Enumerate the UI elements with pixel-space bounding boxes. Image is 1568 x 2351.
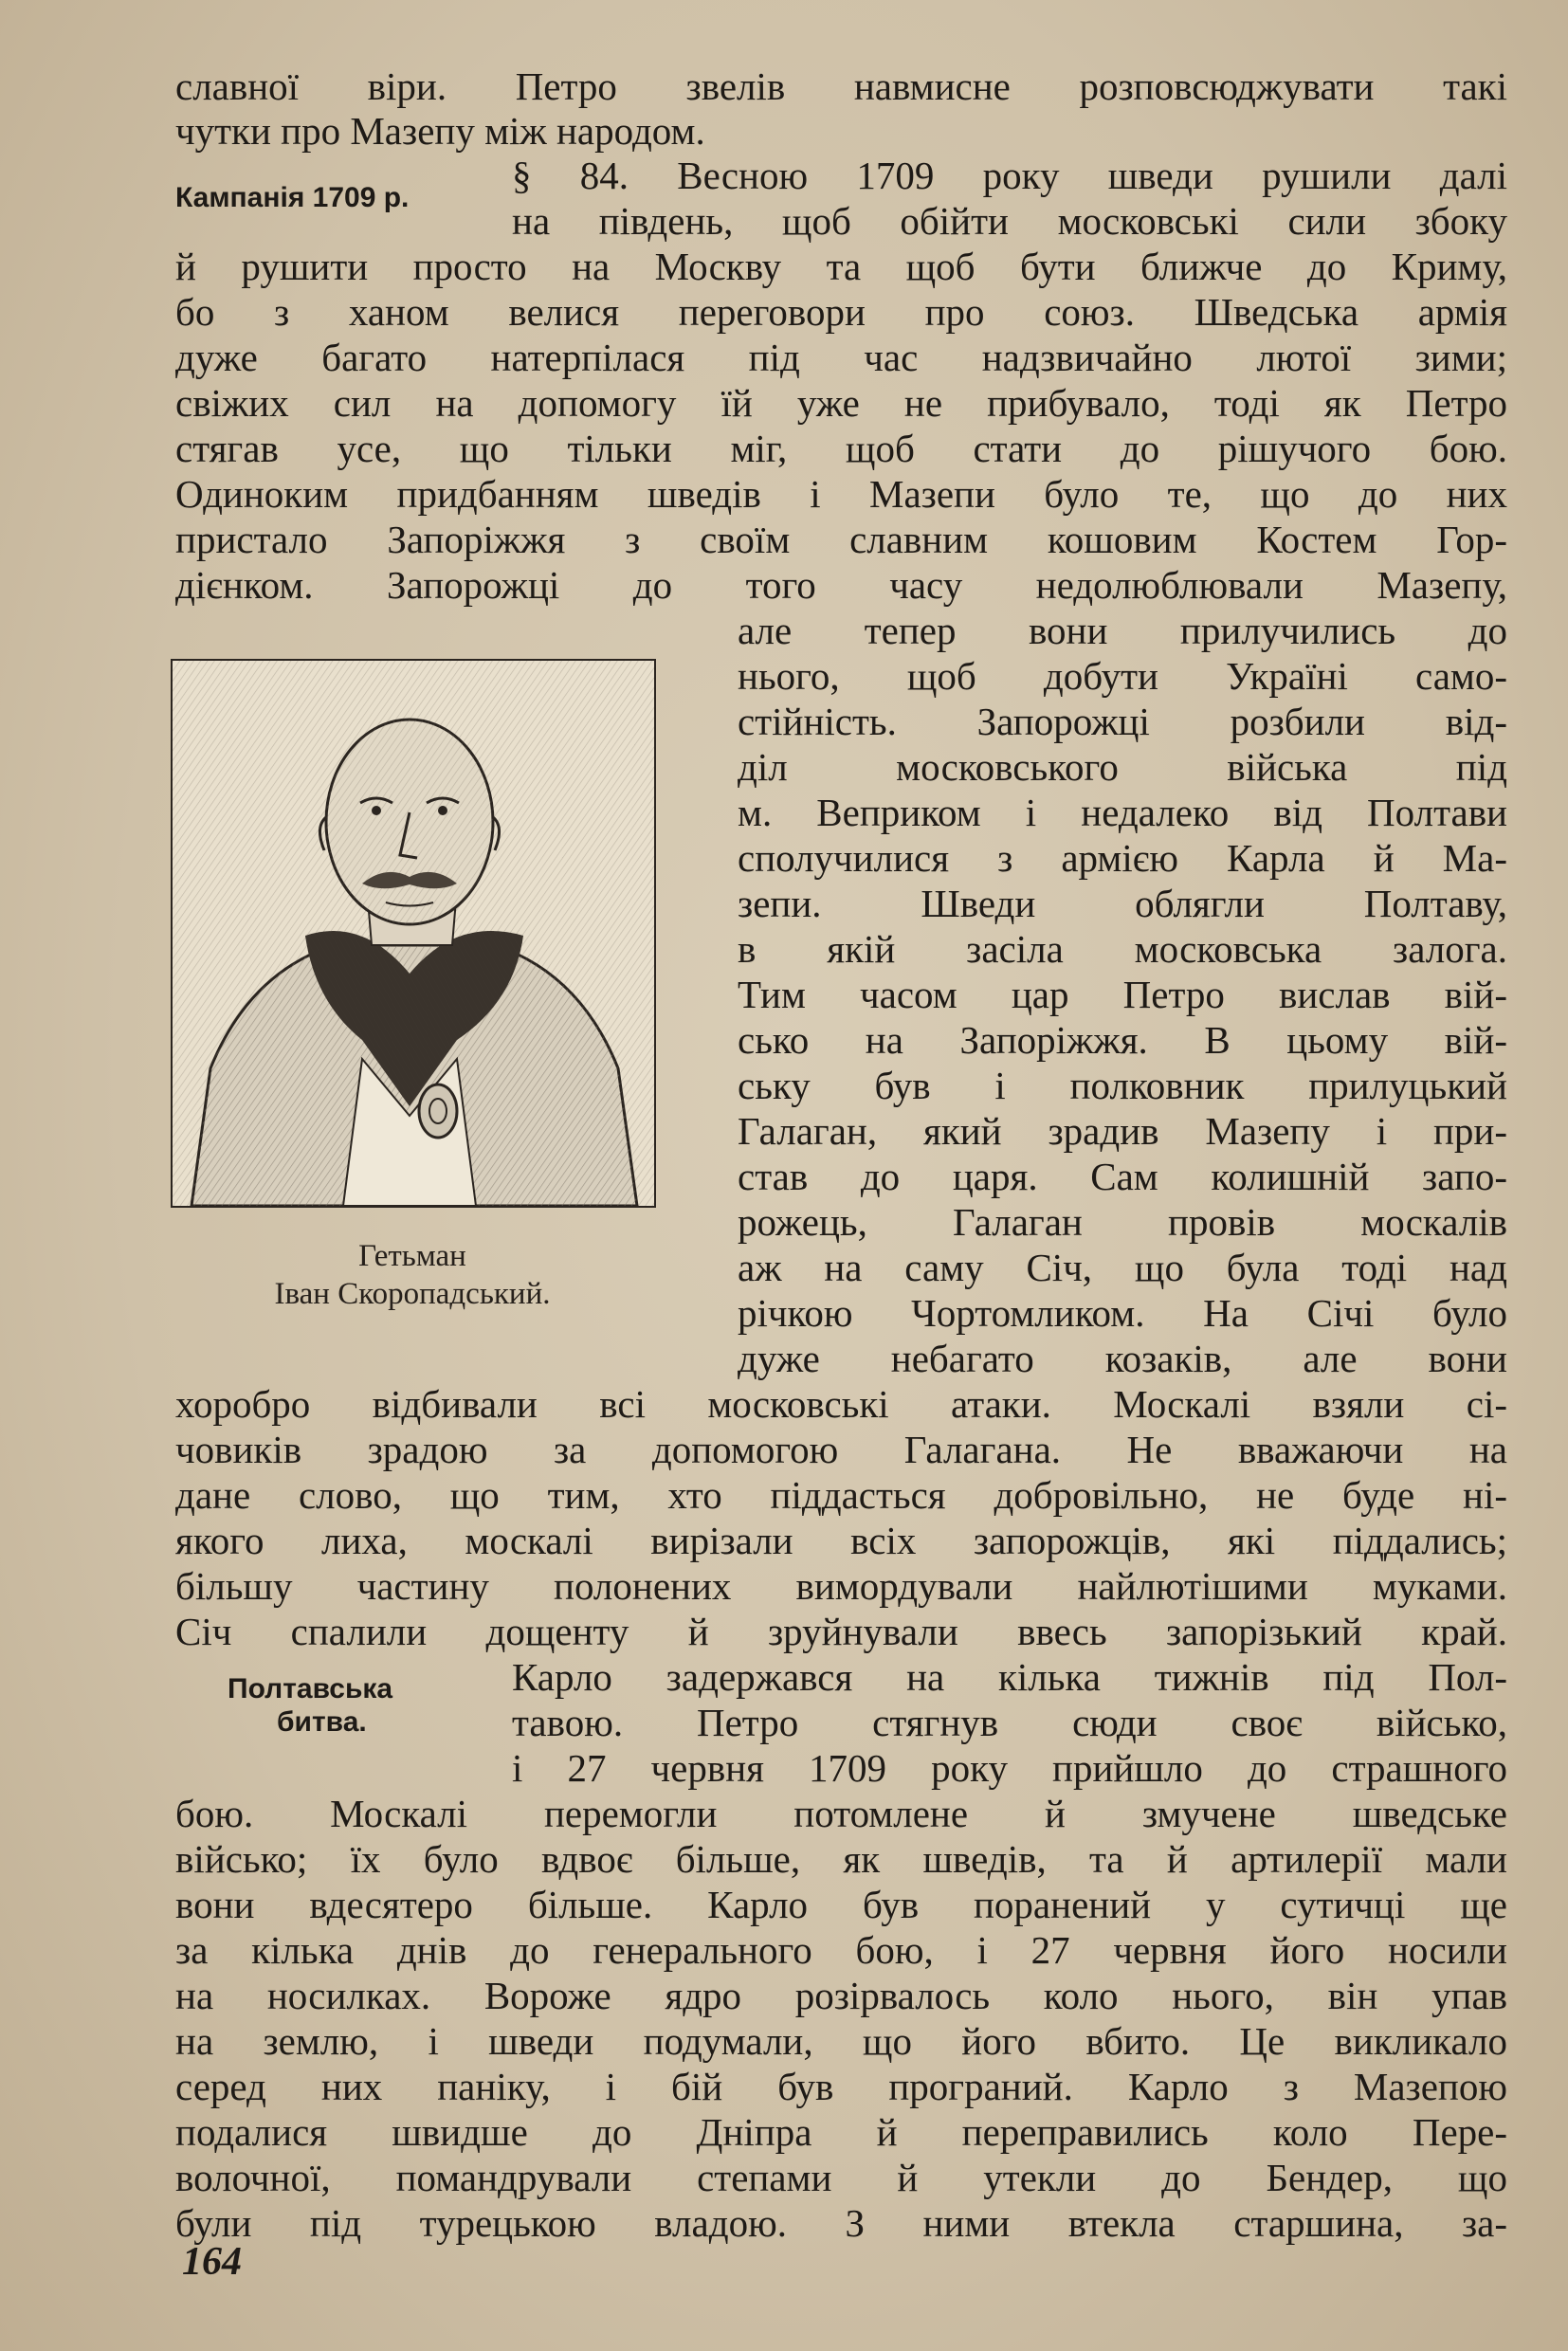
- text-line: але тепер вони прилучились до: [738, 609, 1507, 652]
- text-line: подалися швидше до Дніпра й переправились коло Пере-: [175, 2110, 1507, 2154]
- text-line: Галаган, який зрадив Мазепу і при-: [738, 1109, 1507, 1153]
- text-line: славної віри. Петро звелів навмисне розповсюджувати такі: [175, 64, 1507, 108]
- text-line: човиків зрадою за допомогою Галагана. Не вважаючи на: [175, 1428, 1507, 1471]
- text-line: рожець, Галаган провів москалів: [738, 1200, 1507, 1244]
- text-line: § 84. Весною 1709 року шведи рушили далі: [512, 154, 1507, 197]
- text-line: в якій засіла московська залога.: [738, 927, 1507, 971]
- text-line: діл московського війська під: [738, 745, 1507, 789]
- text-line: Одиноким придбанням шведів і Мазепи було те, що до них: [175, 472, 1507, 516]
- text-line: на землю, і шведи подумали, що його вбито. Це викликало: [175, 2019, 1507, 2063]
- text-line: були під турецькою владою. З ними втекла старшина, за-: [175, 2201, 1507, 2245]
- margin-note-battle: Полтавська: [228, 1673, 393, 1704]
- text-line: свіжих сил на допомогу їй уже не прибувало, тоді як Петро: [175, 381, 1507, 425]
- margin-note-campaign: Кампанія 1709 р.: [175, 182, 410, 213]
- text-line: більшу частину полонених вимордували найлютішими муками.: [175, 1564, 1507, 1608]
- text-line: ську був і полковник прилуцький: [738, 1064, 1507, 1107]
- text-line: Карло задержався на кілька тижнів під Пол-: [512, 1655, 1507, 1699]
- text-line: на носилках. Вороже ядро розірвалось коло нього, він упав: [175, 1974, 1507, 2017]
- text-line: якого лиха, москалі вирізали всіх запорожців, які піддались;: [175, 1519, 1507, 1562]
- hetman-portrait-drawing: [173, 661, 654, 1206]
- text-line: серед них паніку, і бій був програний. Карло з Мазепою: [175, 2065, 1507, 2108]
- text-line: на південь, щоб обійти московські сили збоку: [512, 199, 1507, 243]
- text-line: тавою. Петро стягнув сюди своє військо,: [512, 1701, 1507, 1744]
- text-line: Тим часом цар Петро вислав вій-: [738, 973, 1507, 1016]
- text-line: за кілька днів до генерального бою, і 27 червня його носили: [175, 1928, 1507, 1972]
- figure-caption-name: Іван Скоропадський.: [274, 1277, 551, 1311]
- text-line: стягав усе, що тільки міг, щоб стати до рішучого бою.: [175, 427, 1507, 470]
- portrait-illustration: [171, 659, 656, 1208]
- text-line: нього, щоб добути Україні само-: [738, 654, 1507, 698]
- text-line: м. Веприком і недалеко від Полтави: [738, 791, 1507, 834]
- text-line: зепи. Шведи облягли Полтаву,: [738, 882, 1507, 925]
- text-line: аж на саму Січ, що була тоді над: [738, 1246, 1507, 1289]
- text-line: став до царя. Сам колишній запо-: [738, 1155, 1507, 1198]
- text-line: дієнком. Запорожці до того часу недолюблювали Мазепу,: [175, 563, 1507, 607]
- text-line: Січ спалили дощенту й зруйнували ввесь запорізький край.: [175, 1610, 1507, 1653]
- text-line: пристало Запоріжжя з своїм славним кошовим Костем Гор-: [175, 518, 1507, 561]
- text-line: дуже небагато козаків, але вони: [738, 1337, 1507, 1380]
- text-line: й рушити просто на Москву та щоб бути ближче до Криму,: [175, 245, 1507, 288]
- margin-note-battle-cont: битва.: [277, 1706, 367, 1738]
- text-line: військо; їх було вдвоє більше, як шведів, та й артилерії мали: [175, 1837, 1507, 1881]
- figure-caption-title: Гетьман: [358, 1239, 466, 1273]
- text-line: чутки про Мазепу між народом.: [175, 109, 705, 153]
- text-line: дане слово, що тим, хто піддасться добровільно, не буде ні-: [175, 1473, 1507, 1517]
- text-line: і 27 червня 1709 року прийшло до страшного: [512, 1746, 1507, 1790]
- text-line: сполучилися з армією Карла й Ма-: [738, 836, 1507, 880]
- text-line: волочної, помандрували степами й утекли до Бендер, що: [175, 2156, 1507, 2199]
- text-line: вони вдесятеро більше. Карло був поранений у сутичці ще: [175, 1883, 1507, 1926]
- text-line: дуже багато натерпілася під час надзвичайно лютої зими;: [175, 336, 1507, 379]
- text-line: стійність. Запорожці розбили від-: [738, 700, 1507, 743]
- text-line: бою. Москалі перемогли потомлене й змучене шведське: [175, 1792, 1507, 1835]
- text-line: сько на Запоріжжя. В цьому вій-: [738, 1018, 1507, 1062]
- text-line: річкою Чортомликом. На Січі було: [738, 1291, 1507, 1335]
- text-line: хоробро відбивали всі московські атаки. Москалі взяли сі-: [175, 1382, 1507, 1426]
- text-line: бо з ханом велися переговори про союз. Шведська армія: [175, 290, 1507, 334]
- page-number: 164: [182, 2240, 242, 2284]
